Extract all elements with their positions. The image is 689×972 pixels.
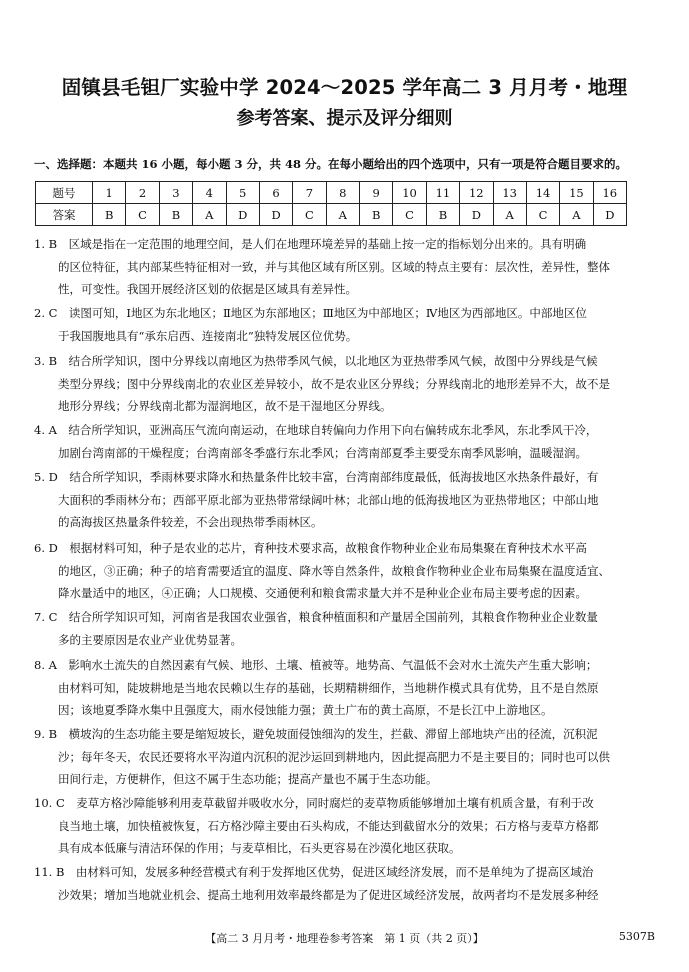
explanation-line: 多的主要原因是农业产业优势显著。 [58, 632, 242, 647]
question-number: 2 [126, 182, 159, 204]
question-number-row [36, 182, 627, 204]
answer-cell: C [126, 204, 159, 226]
question-number: 3 [159, 182, 192, 204]
question-number: 15 [560, 182, 593, 204]
explanation-line: 3. B 结合所学知识，图中分界线以南地区为热带季风气候，以北地区为亚热带季风气候，故图中分界线是气候 [34, 354, 598, 368]
question-number: 8 [326, 182, 359, 204]
explanation-9 [34, 723, 652, 791]
answer-table [35, 181, 627, 226]
answer-cell: B [360, 204, 393, 226]
explanation-line: 良当地土壤，加快植被恢复，石方格沙障主要由石头构成，不能达到截留水分的效果；石方格与麦草方格都 [58, 818, 599, 833]
explanation-11 [34, 861, 652, 906]
answer-cell: A [493, 204, 526, 226]
paper-code: 5307B [618, 930, 655, 943]
question-number: 4 [193, 182, 226, 204]
answer-cell: D [226, 204, 259, 226]
explanation-8 [34, 654, 652, 722]
question-number: 6 [259, 182, 292, 204]
explanation-line: 沙效果；增加当地就业机会、提高土地利用效率最终都是为了促进区域经济发展，故两者均不是发展多种经 [58, 887, 599, 902]
explanation-line: 由材料可知，陡坡耕地是当地农民赖以生存的基础，长期精耕细作，当地耕作模式具有优势，且不是自然原 [58, 680, 599, 695]
explanation-line: 田间行走，方便耕作，但这不属于生态功能；提高产量也不属于生态功能。 [58, 772, 438, 786]
explanation-6 [34, 537, 652, 605]
explanation-4 [34, 419, 652, 464]
question-number: 13 [493, 182, 526, 204]
question-number: 9 [360, 182, 393, 204]
answer-cell: A [193, 204, 226, 226]
answer-cell: D [593, 204, 626, 226]
explanation-line: 地形分界线；分界线南北都为湿润地区，故不是干湿地区分界线。 [58, 399, 392, 413]
answer-cell: B [159, 204, 192, 226]
explanation-line: 降水量适中的地区，④正确；人口规模、交通便利和粮食需求量大并不是种业企业布局主要考虑的因素。 [58, 586, 587, 600]
explanation-7 [34, 606, 652, 651]
question-number: 12 [460, 182, 493, 204]
explanation-10 [34, 792, 652, 860]
explanation-line: 6. D 根据材料可知，种子是农业的芯片，育种技术要求高，故粮食作物种业企业布局集聚在育种技术水平高 [34, 541, 587, 555]
page-subtitle: 参考答案、提示及评分细则 [236, 108, 453, 129]
explanation-line: 具有成本低廉与清洁环保的作用；与麦草相比，石头更容易在沙漠化地区获取。 [58, 841, 461, 855]
explanation-line: 1. B 区域是指在一定范围的地理空间，是人们在地理环境差异的基础上按一定的指标划分出来的。具有明确 [34, 237, 587, 251]
question-number: 14 [526, 182, 559, 204]
explanation-5 [34, 466, 652, 534]
explanation-line: 5. D 结合所学知识，季雨林要求降水和热量条件比较丰富，台湾南部纬度最低，低海拔地区水热条件最好，有 [34, 470, 599, 484]
explanation-line: 2. C 读图可知，Ⅰ地区为东北地区；Ⅱ地区为东部地区；Ⅲ地区为中部地区；Ⅳ地区为西部地区。中部地区位 [34, 306, 587, 320]
question-number: 10 [393, 182, 426, 204]
page-title: 固镇县毛钽厂实验中学 2024～2025 学年高二 3 月月考・地理 [61, 76, 628, 99]
explanation-line: 大面积的季雨林分布；西部平原北部为亚热带常绿阔叶林；北部山地的低海拔地区为亚热带地区；中部山地 [58, 492, 599, 507]
answer-cell: B [426, 204, 459, 226]
answer-row [36, 204, 627, 226]
answer-cell: C [526, 204, 559, 226]
answer-cell: C [293, 204, 326, 226]
explanation-line: 的区位特征，其内部某些特征相对一致，并与其他区域有所区别。区域的特点主要有：层次性，差异性，整体 [58, 259, 610, 274]
explanation-line: 的高海拔区热量条件较差，不会出现热带季雨林区。 [58, 515, 323, 529]
section-heading: 一、选择题：本题共 16 小题，每小题 3 分，共 48 分。在每小题给出的四个选项中，只有一项是符合题目要求的。 [34, 157, 628, 171]
explanation-line: 7. C 结合所学知识可知，河南省是我国农业强省，粮食种植面积和产量居全国前列，其粮食作物种业企业数量 [34, 610, 598, 624]
row-label-answer: 答案 [36, 204, 93, 226]
explanation-line: 11. B 由材料可知，发展多种经营模式有利于发挥地区优势，促进区域经济发展，而不是单纯为了提高区域治 [34, 865, 594, 879]
row-label-number: 题号 [36, 182, 93, 204]
explanation-line: 沙；每年冬天，农民还要将水平沟道内沉积的泥沙运回到耕地内，因此提高肥力不是主要目的；同时也可以供 [58, 749, 610, 764]
answer-cell: D [259, 204, 292, 226]
answer-cell: D [460, 204, 493, 226]
answer-cell: C [393, 204, 426, 226]
explanation-line: 的地区，③正确；种子的培育需要适宜的温度、降水等自然条件，故粮食作物种业企业布局集聚在温度适宜、 [58, 563, 610, 578]
explanation-line: 8. A 影响水土流失的自然因素有气候、地形、土壤、植被等。地势高、气温低不会对水土流失产生重大影响； [34, 658, 598, 672]
question-number: 1 [93, 182, 126, 204]
explanation-line: 9. B 横坡沟的生态功能主要是缩短坡长，避免坡面侵蚀细沟的发生，拦截、滞留上部地块产出的径流，沉积泥 [34, 727, 598, 741]
answer-cell: A [326, 204, 359, 226]
explanation-1 [34, 233, 652, 301]
explanation-line: 4. A 结合所学知识，亚洲高压气流向南运动，在地球自转偏向力作用下向右偏转成东北季风，东北季风干冷， [34, 423, 598, 437]
explanation-line: 因；该地夏季降水集中且强度大，雨水侵蚀能力强；黄土广布的黄土高原，不是长江中上游地区。 [58, 703, 553, 717]
answer-cell: A [560, 204, 593, 226]
question-number: 11 [426, 182, 459, 204]
question-number: 7 [293, 182, 326, 204]
explanation-line: 性，可变性。我国开展经济区划的依据是区域具有差异性。 [58, 282, 357, 296]
page-footer: 【高二 3 月月考・地理卷参考答案 第 1 页（共 2 页）】 [205, 932, 484, 945]
explanation-line: 于我国腹地具有“承东启西、连接南北”独特发展区位优势。 [58, 328, 358, 343]
explanation-3 [34, 350, 652, 418]
question-number: 5 [226, 182, 259, 204]
explanation-line: 10. C 麦草方格沙障能够利用麦草截留并吸收水分，同时腐烂的麦草物质能够增加土壤有机质含量，有利于改 [34, 796, 594, 810]
explanation-line: 类型分界线；图中分界线南北的农业区差异较小，故不是农业区分界线；分界线南北的地形差异不大，故不是 [58, 376, 610, 391]
answer-cell: B [93, 204, 126, 226]
explanation-line: 加剧台湾南部的干燥程度；台湾南部冬季盛行东北季风；台湾南部夏季主要受东南季风影响，温暖湿润。 [58, 445, 587, 460]
question-number: 16 [593, 182, 626, 204]
explanation-2 [34, 302, 652, 347]
